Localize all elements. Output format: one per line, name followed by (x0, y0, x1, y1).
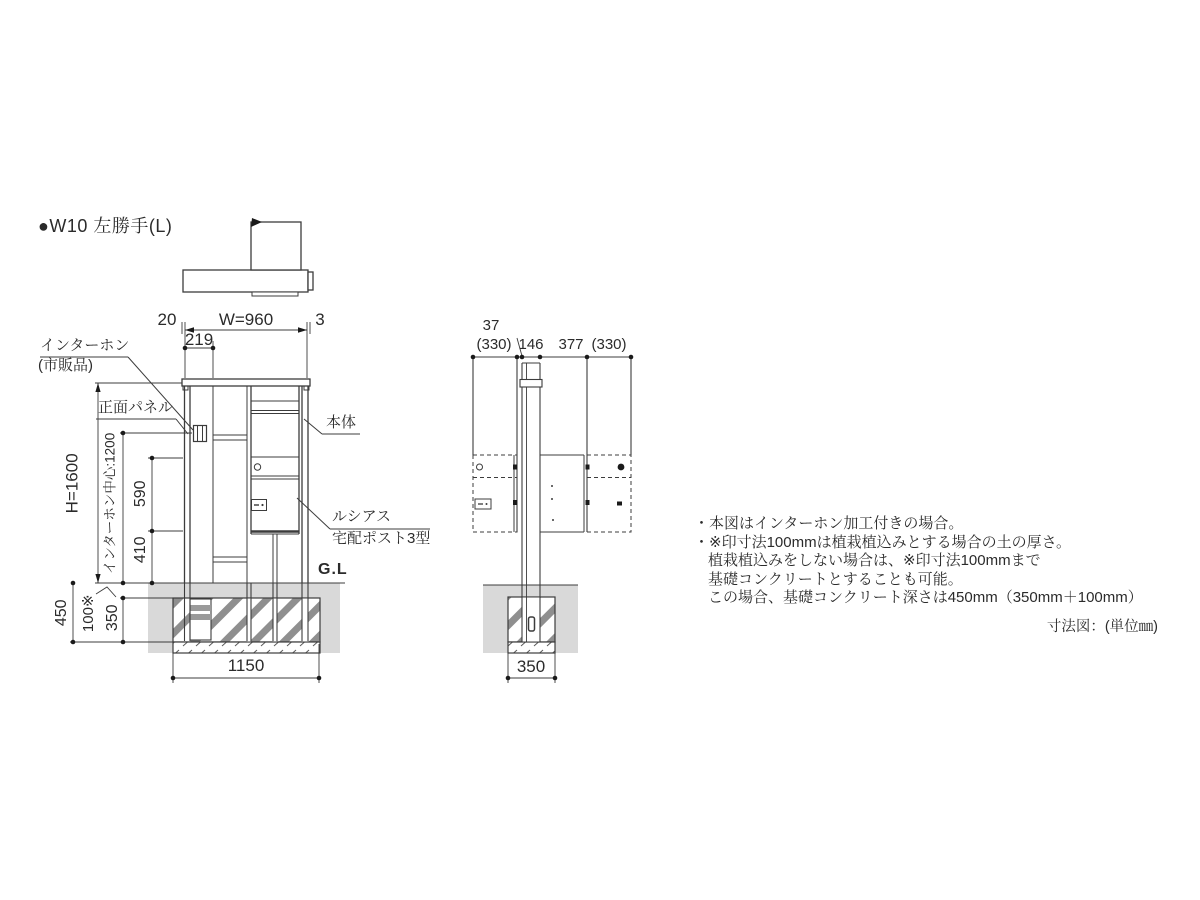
drawing-title: ●W10 左勝手(L) (38, 216, 173, 236)
front-view-unit (182, 379, 310, 583)
note-line: 植栽植込みをしない場合は、※印寸法100mmまで (708, 552, 1041, 570)
dim-side-foundation-width: 350 (516, 657, 546, 676)
dim-box-lower: 410 (132, 536, 150, 564)
dim-soil-depth: 100※ (79, 594, 97, 633)
label-intercom-line1: インターホン (40, 337, 130, 354)
label-intercom-line2: (市販品) (38, 357, 93, 374)
dim-foundation-width: 1150 (227, 656, 265, 675)
dim-box-depth: 377 (558, 336, 584, 353)
side-left-box (473, 455, 517, 532)
side-right-box (540, 455, 631, 532)
dim-right-overhang: (330) (591, 336, 627, 353)
label-post-line2: 宅配ポスト3型 (332, 530, 431, 547)
dim-total-height: H=1600 (62, 453, 82, 514)
dim-right-offset: 3 (315, 310, 325, 329)
dim-box-upper: 590 (132, 480, 150, 508)
dim-panel-thickness: 37 (482, 317, 500, 334)
note-line: ・本図はインターホン加工付きの場合。 (694, 515, 964, 532)
plan-view (183, 218, 313, 296)
dim-foundation-total: 450 (53, 599, 71, 627)
dim-left-offset: 20 (157, 310, 177, 329)
note-line: 基礎コンクリートとすることも可能。 (708, 570, 963, 588)
lock-icon (618, 464, 625, 471)
dim-post-depth: 146 (518, 336, 544, 353)
drawing-caption: 寸法図：(単位㎜) (1046, 619, 1158, 635)
delivery-box-front (251, 401, 299, 534)
notes-block (694, 515, 1143, 608)
dim-concrete-depth: 350 (104, 604, 122, 632)
lock-dial-icon (254, 464, 260, 470)
label-post-line1: ルシアス (332, 508, 392, 525)
dim-total-width: W=960 (218, 310, 274, 329)
note-line: この場合、基礎コンクリート深さは450mm（350mm＋100mm） (708, 589, 1143, 607)
dim-intercom-center: インターホン中心:1200 (102, 432, 118, 575)
dim-intercom-x: 219 (184, 330, 214, 349)
side-foundation (483, 585, 578, 653)
dim-left-overhang: (330) (476, 336, 512, 353)
note-line: ・※印寸法100mmは植栽植込みとする場合の土の厚さ。 (694, 533, 1071, 551)
label-body: 本体 (326, 414, 357, 431)
label-ground-line: G.L (318, 561, 348, 578)
intercom-box (194, 426, 207, 442)
front-foundation (95, 583, 345, 653)
label-front-panel: 正面パネル (98, 399, 174, 416)
side-view (471, 338, 634, 683)
